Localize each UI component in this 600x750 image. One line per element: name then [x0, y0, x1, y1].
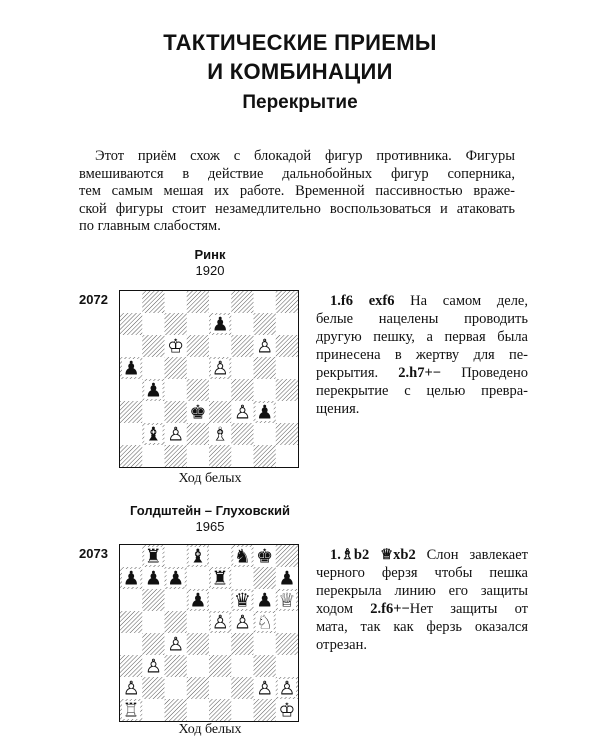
solution-move: 1.f6: [330, 293, 353, 309]
dark-square: [142, 677, 165, 699]
white-pawn-icon: ♙: [167, 423, 185, 446]
comment-line: щения.: [316, 401, 360, 417]
solution-move: exf6: [368, 293, 395, 309]
dark-square: [165, 313, 188, 335]
light-square: [276, 401, 298, 423]
dark-square: [165, 357, 188, 379]
black-pawn-icon: ♟: [256, 401, 274, 424]
light-square: [276, 445, 298, 467]
white-pawn-icon: ♙: [256, 335, 274, 358]
light-square: [165, 545, 188, 567]
light-square: [120, 291, 143, 313]
light-square: [209, 335, 232, 357]
comment-text: Слон завлекает: [426, 547, 528, 563]
light-square: [209, 379, 232, 401]
dark-square: [165, 611, 188, 633]
light-square: [120, 423, 143, 445]
dark-square: [254, 445, 277, 467]
dark-square: [142, 633, 165, 655]
dark-square: [231, 379, 254, 401]
white-pawn-icon: ♙: [122, 677, 140, 700]
light-square: [142, 357, 165, 379]
black-pawn-icon: ♟: [256, 589, 274, 612]
dark-square: [231, 423, 254, 445]
light-square: [187, 445, 210, 467]
dark-square: [231, 335, 254, 357]
problem-comment: [316, 546, 528, 654]
black-pawn-icon: ♟: [167, 567, 185, 590]
dark-square: [120, 445, 143, 467]
dark-square: [187, 291, 210, 313]
light-square: [209, 677, 232, 699]
dark-square: [209, 699, 232, 721]
light-square: [254, 379, 277, 401]
dark-square: [120, 655, 143, 677]
problem-year: 1920: [195, 263, 225, 278]
black-pawn-icon: ♟: [211, 313, 229, 336]
comment-line: черного ферзя чтобы пешка: [316, 565, 528, 581]
white-pawn-icon: ♙: [256, 677, 274, 700]
light-square: [142, 611, 165, 633]
comment-line: [316, 364, 528, 382]
black-pawn-icon: ♟: [144, 379, 162, 402]
dark-square: [209, 445, 232, 467]
intro-line: по главным слабостям.: [79, 218, 221, 234]
light-square: [165, 589, 188, 611]
dark-square: [209, 401, 232, 423]
dark-square: [231, 291, 254, 313]
intro-paragraph: [79, 148, 515, 236]
light-square: [142, 699, 165, 721]
comment-text: На самом деле,: [410, 293, 528, 309]
light-square: [254, 291, 277, 313]
white-pawn-icon: ♙: [211, 357, 229, 380]
dark-square: [187, 335, 210, 357]
comment-text: Проведено: [461, 365, 528, 381]
black-pawn-icon: ♟: [189, 589, 207, 612]
light-square: [142, 401, 165, 423]
light-square: [209, 633, 232, 655]
white-pawn-icon: ♙: [233, 611, 251, 634]
light-square: [187, 699, 210, 721]
comment-line: [316, 292, 528, 310]
light-square: [254, 423, 277, 445]
light-square: [276, 655, 298, 677]
black-rook-icon: ♜: [211, 567, 229, 590]
dark-square: [187, 633, 210, 655]
solution-move: 1.♗b2: [330, 547, 370, 563]
problem-year: 1965: [195, 519, 225, 534]
dark-square: [254, 699, 277, 721]
white-rook-icon: ♖: [122, 699, 140, 721]
black-pawn-icon: ♟: [278, 567, 296, 590]
problem-number: 2073: [79, 546, 108, 561]
light-square: [276, 611, 298, 633]
comment-text: рекрытия.: [316, 365, 379, 381]
white-king-icon: ♔: [167, 335, 185, 358]
section-subtitle: Перекрытие: [242, 92, 358, 113]
dark-square: [254, 567, 277, 589]
black-bishop-icon: ♝: [189, 545, 207, 568]
chessboard: [119, 290, 299, 468]
white-knight-icon: ♘: [256, 611, 274, 634]
comment-text: Нет защиты от: [409, 601, 528, 617]
dark-square: [209, 655, 232, 677]
dark-square: [142, 291, 165, 313]
dark-square: [165, 699, 188, 721]
dark-square: [165, 401, 188, 423]
chapter-title-line1: ТАКТИЧЕСКИЕ ПРИЕМЫ: [163, 30, 437, 55]
side-to-move: Ход белых: [178, 722, 242, 737]
comment-line: другую пешку, а первая была: [316, 329, 528, 345]
intro-line: Этот приём схож с блокадой фигур противника. Фигуры: [95, 148, 515, 164]
comment-line: перекрыла линию его защиты: [316, 583, 528, 599]
comment-line: принесена в жертву для пе-: [316, 347, 528, 363]
side-to-move: Ход белых: [178, 471, 242, 486]
dark-square: [254, 313, 277, 335]
light-square: [209, 545, 232, 567]
light-square: [120, 335, 143, 357]
white-bishop-icon: ♗: [211, 423, 229, 446]
light-square: [120, 379, 143, 401]
light-square: [231, 313, 254, 335]
light-square: [142, 445, 165, 467]
dark-square: [276, 423, 298, 445]
light-square: [187, 567, 210, 589]
light-square: [209, 589, 232, 611]
black-bishop-icon: ♝: [144, 423, 162, 446]
black-rook-icon: ♜: [144, 545, 162, 568]
dark-square: [276, 291, 298, 313]
light-square: [120, 545, 143, 567]
dark-square: [276, 545, 298, 567]
black-knight-icon: ♞: [233, 545, 251, 568]
white-king-icon: ♔: [278, 699, 296, 721]
comment-line: перекрытие с целью превра-: [316, 383, 528, 399]
dark-square: [187, 379, 210, 401]
light-square: [120, 589, 143, 611]
white-pawn-icon: ♙: [144, 655, 162, 678]
problem-author: Голдштейн – Глуховский: [129, 503, 290, 518]
white-pawn-icon: ♙: [167, 633, 185, 656]
chessboard: [119, 544, 299, 722]
dark-square: [165, 655, 188, 677]
black-pawn-icon: ♟: [144, 567, 162, 590]
chessboard-grid: [120, 291, 298, 467]
light-square: [187, 313, 210, 335]
light-square: [231, 655, 254, 677]
comment-line: [316, 546, 528, 564]
light-square: [276, 313, 298, 335]
dark-square: [142, 589, 165, 611]
light-square: [254, 633, 277, 655]
light-square: [165, 379, 188, 401]
light-square: [231, 357, 254, 379]
intro-line: ской фигуры стоит незамедлительно воспользоваться и атаковать: [79, 200, 515, 217]
light-square: [120, 633, 143, 655]
solution-move: 2.h7+−: [398, 365, 442, 381]
light-square: [165, 291, 188, 313]
black-king-icon: ♚: [189, 401, 207, 424]
dark-square: [231, 677, 254, 699]
comment-line: отрезан.: [316, 637, 367, 653]
chapter-title-line2: И КОМБИНАЦИИ: [207, 59, 393, 84]
comment-line: мата, так как ферзь оказался: [316, 619, 528, 635]
problem-number: 2072: [79, 292, 108, 307]
dark-square: [142, 335, 165, 357]
black-pawn-icon: ♟: [122, 357, 140, 380]
dark-square: [187, 677, 210, 699]
dark-square: [120, 611, 143, 633]
dark-square: [187, 423, 210, 445]
light-square: [165, 677, 188, 699]
black-pawn-icon: ♟: [122, 567, 140, 590]
solution-move: 2.f6+−: [370, 601, 410, 617]
light-square: [231, 567, 254, 589]
light-square: [231, 445, 254, 467]
problem-author: Ринк: [194, 247, 226, 262]
white-queen-icon: ♕: [278, 589, 296, 612]
light-square: [231, 699, 254, 721]
comment-text: ходом: [316, 601, 354, 617]
light-square: [187, 357, 210, 379]
dark-square: [276, 633, 298, 655]
dark-square: [276, 379, 298, 401]
dark-square: [165, 445, 188, 467]
light-square: [187, 655, 210, 677]
light-square: [209, 291, 232, 313]
dark-square: [276, 335, 298, 357]
light-square: [142, 313, 165, 335]
solution-move: ♕xb2: [380, 547, 416, 563]
black-king-icon: ♚: [256, 545, 274, 568]
white-pawn-icon: ♙: [211, 611, 229, 634]
dark-square: [231, 633, 254, 655]
dark-square: [254, 357, 277, 379]
comment-line: белые нацелены проводить: [316, 311, 528, 327]
white-pawn-icon: ♙: [278, 677, 296, 700]
white-pawn-icon: ♙: [233, 401, 251, 424]
comment-line: [316, 600, 528, 618]
black-queen-icon: ♛: [233, 589, 251, 612]
problem-comment: [316, 292, 528, 418]
light-square: [187, 611, 210, 633]
chessboard-grid: [120, 545, 298, 721]
dark-square: [120, 401, 143, 423]
dark-square: [254, 655, 277, 677]
dark-square: [120, 313, 143, 335]
light-square: [276, 357, 298, 379]
intro-line: тем самым мешая их работе. Временной пассивностью враже-: [79, 183, 515, 199]
intro-line: вмешиваются в действие дальнобойных фигур соперника,: [79, 165, 515, 182]
